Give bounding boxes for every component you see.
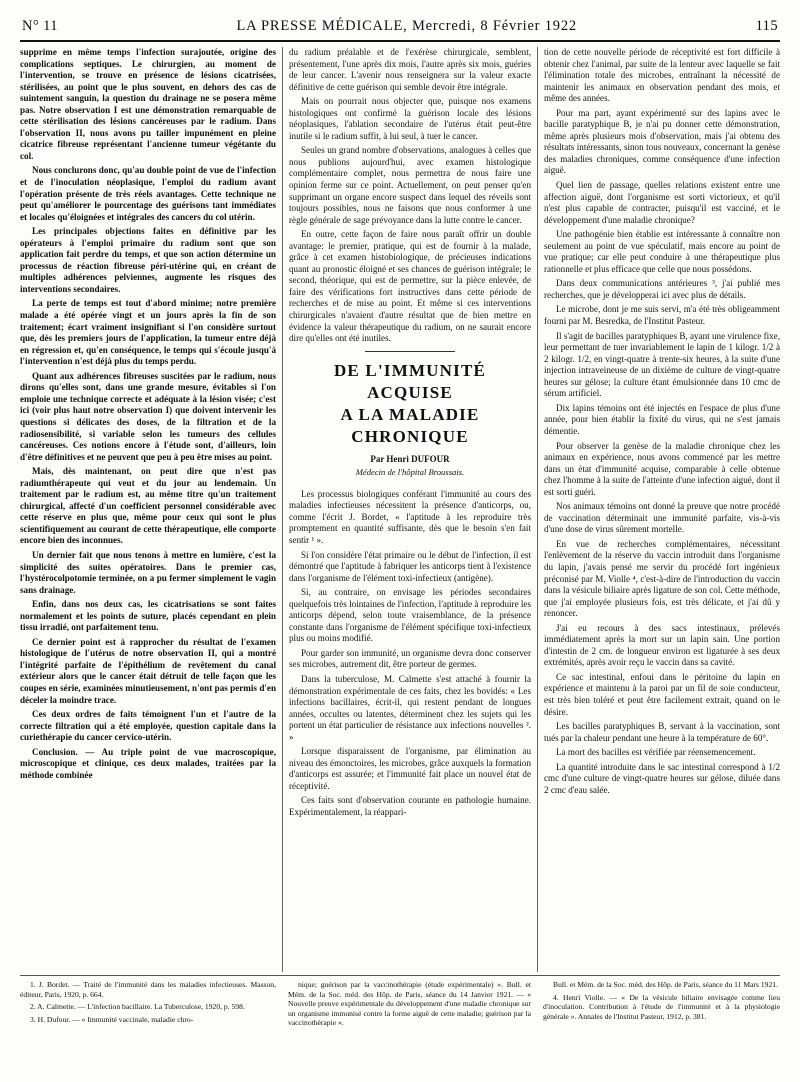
article-paragraphs [289, 489, 531, 819]
paragraph: Dans la tuberculose, M. Calmette s'est attaché à fournir la démonstration expérimentale de ces faits, chez les bovidés: « Les infections bacillaires, écrit-il, qui restent pendant de longues années, occultes ou latentes, déterminent chez les sujets qui les portent un état particulier de résistance aux infections nouvelles ². » [289, 673, 531, 742]
paragraph: Nos animaux témoins ont donné la preuve que notre procédé de vaccination déterminait une immunité parfaite, vis-à-vis d'une dose de virus sûrement mortelle. [544, 501, 780, 535]
paragraph: Les processus biologiques conférant l'immunité au cours des maladies infectieuses nécessitent la présence d'anticorps, ou, comme l'écrit J. Bordet, « l'aptitude à les reproduire très promptement en quantité suffisante, dès que le besoin s'en fait sentir ¹ ». [289, 488, 531, 545]
paragraph: Pour ma part, ayant expérimenté sur des lapins avec le bacille paratyphique B, je n'ai pu donner cette démonstration, même après plusieurs mois d'observation, mais j'ai obtenu des résultats intéressants, sinon tous nouveaux, concernant la genèse des maladies chroniques, comme conséquence d'une infection aiguë. [544, 107, 780, 176]
article-title [289, 360, 531, 448]
body-columns [20, 47, 780, 972]
col1-paragraphs [20, 47, 276, 781]
paragraph: Si l'on considère l'état primaire ou le début de l'infection, il est démontré que l'aptitude à fabriquer les anticorps tient à l'existence dans l'organisme de l'élément toxi-infectieux (antigène). [289, 549, 531, 583]
article-title-line1: DE L'IMMUNITÉ ACQUISE [333, 360, 487, 402]
paragraph: Il s'agit de bacilles paratyphiques B, ayant une virulence fixe, leur permettant de tuer invariablement le lapin de 1 kilogr. 1/2 à 2 kilogr. 1/2, en vingt-quatre à trente-six heures, à la suite d'une injection intraveineuse de un dixième de culture de vingt-quatre heures sur gélose; la culture étant émulsionnée dans 10 cmc de sérum artificiel. [544, 330, 780, 399]
col2-paragraphs [289, 47, 531, 345]
paragraph: Une pathogénie bien établie est intéressante à connaître non seulement au point de vue spéculatif, mais encore au point de vue pratique; car elle peut conduire à une thérapeutique plus rationnelle et plus efficace que celle que nous possédons. [544, 229, 780, 274]
footnotes-left [20, 980, 282, 1076]
paragraph: 3. H. Dufour. — « Immunité vaccinale, maladie chro- [30, 1014, 194, 1024]
column-middle [282, 47, 537, 972]
paragraph: Enfin, dans nos deux cas, les cicatrisations se sont faites normalement et les points de suture, placés cependant en plein tissu irradié, ont parfaitement tenu. [20, 599, 276, 633]
header-rule [20, 40, 780, 42]
paragraph: Pour garder son immunité, un organisme devra donc conserver ses microbes, autrement dit, être porteur de germes. [289, 647, 531, 670]
paragraph: Quel lien de passage, quelles relations existent entre une affection aiguë, dont l'organisme est sorti victorieux, et qu'il n'est plus capable de contracter, puisqu'il est vacciné, et le développement d'une maladie chronique? [544, 180, 780, 225]
paragraph: Dans deux communications antérieures ³, j'ai publié mes recherches, que je développerai ici avec plus de détails. [544, 278, 780, 300]
paragraph: du radium préalable et de l'exérèse chirurgicale, semblent, présentement, l'une après dix mois, l'autre après six mois, guéries de leur cancer. L'avenir nous renseignera sur la valeur exacte définitive de cette guérison qui semble devoir être intégrale. [289, 47, 531, 92]
paragraph: supprime en même temps l'infection surajoutée, origine des complications septiques. Le chirurgien, au moment de l'intervention, se trouve en présence de lésions cicatrisées, stérilisées, au point que le plus souvent, en dehors des cas de suintement sanguin, la question du drainage ne se posera même pas. Notre observation I est une démonstration remarquable de cette stérilisation des lésions cancéreuses par le radium. Dans l'observation II, nous avons pu tailler impunément en pleine cicatrice fibreuse représentant l'ancienne tumeur végétante du col. [20, 47, 276, 161]
paragraph: Bull. et Mém. de la Soc. méd. des Hôp. de Paris, séance du 11 Mars 1921. [553, 980, 778, 989]
paragraph: Les principales objections faites en définitive par les opérateurs à l'emploi primaire du radium sont que son application fait perdre du temps, et que son action détermine un processus de réaction fibreuse péri-utérine qui, en créant de multiples adhérences pelviennes, augmente les risques des interventions secondaires. [20, 226, 276, 294]
footnotes [20, 980, 780, 1076]
paragraph: Lorsque disparaissent de l'organisme, par élimination au niveau des émonctoires, les microbes, grâce auxquels la formation d'anticorps est assurée; et l'immunité fait place un nouvel état de réceptivité. [289, 746, 531, 791]
paragraph: 4. Henri Violle. — « De la vésicule biliaire envisagée comme lieu d'inoculation. Contribution à l'étude de l'immunité et à la physiologie générale ». Annales de l'Institut Pasteur, 1912, p. 381. [543, 992, 780, 1021]
article-title-line2: A LA MALADIE CHRONIQUE [340, 404, 480, 446]
footnotes-middle [282, 980, 537, 1076]
paragraph: Les bacilles paratyphiques B, servant à la vaccination, sont tués par la chaleur pendant une heure à la température de 60°. [544, 721, 780, 743]
footnotes-right [537, 980, 780, 1076]
paragraph: Ces deux ordres de faits témoignent l'un et l'autre de la correcte filtration qui a été employée, question capitale dans la curiethérapie du cancer cervico-utérin. [20, 709, 276, 743]
paragraph: Seules un grand nombre d'observations, analogues à celles que nous publions aujourd'hui, avec examen histologique complémentaire complet, nous permettra de nous faire une opinion ferme sur ce point. Actuellement, on peut penser qu'en supprimant un organe encore suspect dans lequel des réveils sont toujours possibles, nous ne faisons que nous conformer à une règle générale de sage prévoyance dans la lutte contre le cancer. [289, 145, 531, 225]
col3-paragraphs [544, 47, 780, 796]
paragraph: J'ai eu recours à des sacs intestinaux, prélevés immédiatement après la mort sur un lapin sain. Une portion d'intestin de 2 cm. de longueur environ est ligaturée à ses deux extrémités, après avoir reçu le vaccin dans sa cavité. [544, 622, 780, 668]
page-number: 115 [755, 17, 778, 34]
paragraph: La mort des bacilles est vérifiée par réensemencement. [556, 747, 756, 758]
paragraph: 2. A. Calmette. — L'infection bacillaire. La Tuberculose, 1920, p. 598. [30, 1002, 245, 1012]
paragraph: Un dernier fait que nous tenons à mettre en lumière, c'est la simplicité des suites opératoires. Dans le premier cas, l'hystérocolpotomie terminée, on a pu fermer simplement le vagin sans drainage. [20, 549, 276, 595]
paragraph: Le microbe, dont je me suis servi, m'a été très obligeamment fourni par M. Besredka, de l'Institut Pasteur. [544, 304, 780, 327]
paragraph: tion de cette nouvelle période de réceptivité est fort difficile à obtenir chez l'animal, par suite de la lenteur avec laquelle se fait l'élimination totale des microbes, entraînant la nécessité de maintenir les animaux en observation pendant des mois, et même des années. [544, 47, 780, 104]
paragraph: Si, au contraire, on envisage les périodes secondaires quelquefois très lointaines de l'infection, l'aptitude à reproduire les anticorps dépend, selon toute vraisemblance, de la présence constante dans l'organisme de l'élément spécifique toxi-infectieux plus ou moins modifié. [289, 587, 531, 644]
paragraph: Ces faits sont d'observation courante en pathologie humaine. Expérimentalement, la réappari- [289, 795, 531, 817]
paragraph: En vue de recherches complémentaires, nécessitant l'enlèvement de la réserve du vaccin introduit dans l'organisme du lapin, j'avais pensé me servir du procédé fort ingénieux préconisé par M. Violle ⁴, c'est-à-dire de l'introduction du vaccin dans la vésicule biliaire après ligature de son col. Cette méthode, que j'ai employée plusieurs fois, est très délicate, et j'ai dû y renoncer. [544, 538, 780, 619]
column-left [20, 47, 282, 972]
page-header [22, 14, 778, 38]
article-author: Par Henri DUFOUR [370, 453, 450, 464]
column-right [537, 47, 780, 972]
paragraph: 1. J. Bordet. — Traité de l'immunité dans les maladies infectieuses. Masson, éditeur, Paris, 1920, p. 664. [20, 980, 276, 999]
paragraph: Conclusion. — Au triple point de vue macroscopique, microscopique et clinique, ces deux malades, traitées par la méthode combinée [20, 746, 276, 780]
paragraph: nique; guérison par la vaccinothérapie (étude expérimentale) ». Bull. et Mém. de la Soc. méd. des Hôp. de Paris, séance du 14 Janvier 1921. — « Nouvelle preuve expérimentale du développement d'une maladie chronique sur un organisme immunisé contre la forme aiguë de cette maladie; guérison par la vaccinothérapie ». [288, 980, 531, 1028]
paragraph: La perte de temps est tout d'abord minime; notre première malade a été opérée vingt et un jours après la fin de son traitement; écart vraiment insignifiant si l'on considère surtout que, dès les premiers jours de l'application, la tumeur entre déjà en régression et, qu'en conséquence, le temps qui s'écoule jusqu'à l'intervention n'est déjà plus du temps perdu. [20, 298, 276, 367]
footnote-rule [20, 975, 780, 976]
article-separator [365, 351, 455, 352]
paragraph: Quant aux adhérences fibreuses suscitées par le radium, nous dirons qu'elles sont, dans une grande mesure, évitables si l'on emploie une technique correcte et adéquate à la lésion visée; c'est ici (voir plus haut notre observation I) que doivent intervenir les questions si délicates des doses, de la filtration et de la radiosensibilité, si variable selon les tumeurs des cellules cancéreuses. Ces notions encore à l'étude sont, d'ailleurs, loin d'être définitives et ne peuvent que peu à peu être mises au point. [20, 370, 276, 462]
paragraph: Ce sac intestinal, enfoui dans le péritoine du lapin en expérience et maintenu à la paroi par un fil de soie conducteur, est très bien toléré et peut être facilement extrait, quand on le désire. [544, 671, 780, 717]
paragraph: Mais, dès maintenant, on peut dire que n'est pas radiumthérapeute qui veut et du jour au lendemain. Un traitement par le radium est, au même titre qu'un traitement chirurgical, affecté d'un coefficient personnel considérable avec cette réserve en plus que, même pour ceux qui sont le plus scientifiquement au courant de cette thérapeutique, elle comporte encore bien des inconnues. [20, 466, 276, 546]
paragraph: Mais on pourrait nous objecter que, puisque nos examens histologiques ont confirmé la guérison locale des lésions néoplasiques, l'ablation secondaire de l'utérus était peut-être inutile si le radium suffit, à lui seul, à tuer le cancer. [289, 96, 531, 141]
paragraph: La quantité introduite dans le sac intestinal correspond à 1/2 cmc d'une culture de vingt-quatre heures sur gélose, diluée dans 2 cmc d'eau salée. [544, 761, 780, 795]
paragraph: En outre, cette façon de faire nous paraît offrir un double avantage: le premier, pratique, qui est de fournir à la malade, grâce à cet examen histobiologique, de précieuses indications quant au pronostic éloigné et ses chances de guérison intégrale; le second, théorique, qui est de permettre, sur la pièce enlevée, de faire des vérifications fort instructives dans cette période de recherches et de mise au point. Et même si ces interventions chirurgicales n'avaient d'autre résultat que de bien mettre en évidence la valeur thérapeutique du radium, on ne saurait encore dire qu'elles ont été inutiles. [289, 229, 531, 344]
author-affiliation: Médecin de l'hôpital Broussais. [355, 467, 465, 478]
paragraph: Pour observer la genèse de la maladie chronique chez les animaux en expérience, nous avons commencé par les mettre dans un état d'immunité acquise, comparable à celle obtenue chez l'homme à la suite de l'atteinte d'une infection aiguë, dont il est sorti guéri. [544, 440, 780, 497]
paragraph: Ce dernier point est à rapprocher du résultat de l'examen histologique de l'utérus de notre observation II, qui a montré l'intégrité parfaite de l'épithélium de revêtement du canal extérieur alors que le cancer était détruit de telle façon que les coupes en série, examinées minutieusement, n'ont pas permis d'en déceler la moindre trace. [20, 636, 276, 705]
issue-number: N° 11 [22, 17, 58, 34]
journal-title: LA PRESSE MÉDICALE, Mercredi, 8 Février 1922 [236, 17, 577, 34]
paragraph: Dix lapins témoins ont été injectés en l'espace de plus d'une année, pour bien établir la fixité du virus, qui ne s'est jamais démentie. [544, 402, 780, 436]
paragraph: Nous conclurons donc, qu'au double point de vue de l'infection et de l'inoculation néoplasique, l'emploi du radium avant l'opération présente de très réels avantages. Cette technique ne peut qu'améliorer le pourcentage des guérisons tant immédiates et locales qu'éloignées et intégrales des cancers du col utérin. [20, 165, 276, 222]
